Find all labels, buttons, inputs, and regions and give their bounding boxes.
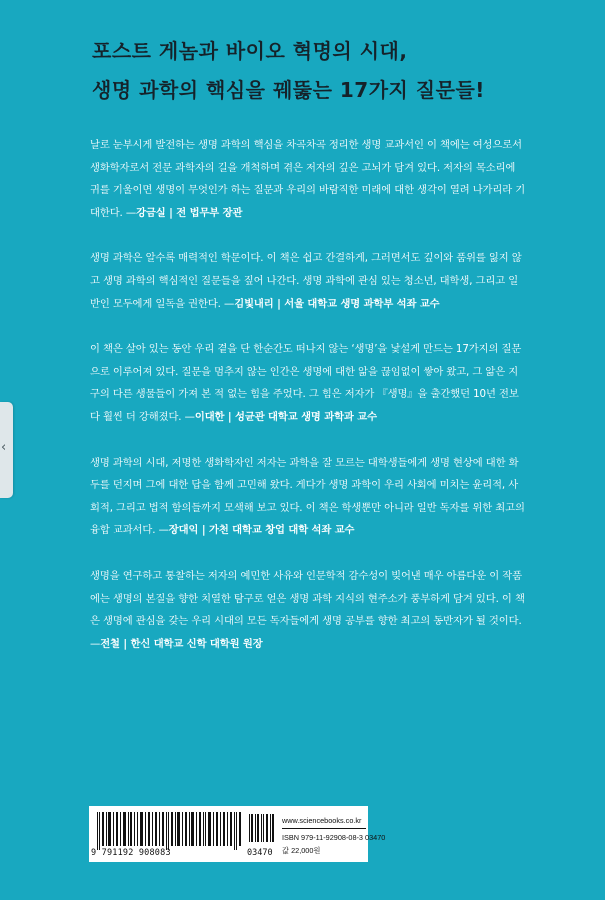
endorsement-signature: 김빛내리 | 서울 대학교 생명 과학부 석좌 교수 [234, 297, 440, 310]
endorsements [90, 134, 526, 678]
endorsement-text: 이 책은 살아 있는 동안 우리 곁을 단 한순간도 떠나지 않는 ‘생명’을 낯설게 만드는 17가지의 질문으로 이루어져 있다. 질문을 멈추지 않는 인간은 생명에 대한 앎을 끊임없이 쌓아 왔고, 그 앎은 지구의 다른 생물들이 가져 본 적 없는 힘을 주었다. 그 힘은 저자가 『생명』을 출간했던 10년 전보다 훨씬 더 강해졌다. — [90, 343, 522, 423]
book-price: 값 22,000원 [282, 846, 321, 855]
endorsement-text: 날로 눈부시게 발전하는 생명 과학의 핵심을 차곡차곡 정리한 생명 교과서인 이 책에는 여성으로서 생화학자로서 전문 과학자의 길을 개척하며 겪은 저자의 깊은 고뇌가 담겨 있다. 저자의 목소리에 귀를 기울이면 생명이 무엇인가 하는 질문과 우리의 바람직한 미래에 대한 생각이 열려 나가리라 기대한다. — [90, 139, 526, 219]
endorsement-3 [90, 338, 526, 428]
endorsement-text: 생명을 연구하고 통찰하는 저자의 예민한 사유와 인문학적 감수성이 빚어낸 매우 아름다운 이 작품에는 생명의 본질을 향한 치열한 탐구로 얻은 생명 과학 지식의 현주소가 풍부하게 담겨 있다. 이 책은 생명에 관심을 갖는 우리 시대의 모든 독자들에게 생명 공부를 향한 최고의 동반자가 될 것이다. — [90, 569, 525, 650]
publisher-info [282, 814, 386, 857]
barcode-bars [97, 812, 241, 850]
previous-page-tab[interactable] [0, 402, 13, 498]
endorsement-5 [90, 565, 526, 655]
barcode-panel [89, 806, 386, 862]
endorsement-4 [90, 452, 526, 542]
endorsement-text: 생명 과학은 알수록 매력적인 학문이다. 이 책은 쉽고 간결하게, 그러면서도 깊이와 품위를 잃지 않고 생명 과학의 핵심적인 질문들을 짚어 나간다. 생명 과학에 관심 있는 청소년, 대학생, 그리고 일반인 모두에게 일독을 권한다. — [90, 252, 522, 310]
headline-line-2: 생명 과학의 핵심을 꿰뚫는 17가지 질문들! [92, 78, 485, 102]
headline-line-1: 포스트 게놈과 바이오 혁명의 시대, [92, 39, 408, 63]
endorsement-1 [90, 134, 526, 224]
endorsement-signature: 전철 | 한신 대학교 신학 대학원 원장 [100, 637, 263, 650]
isbn-number: ISBN 979-11-92908-08-3 03470 [282, 833, 386, 842]
isbn-addon-barcode [249, 812, 275, 842]
endorsement-signature: 이대한 | 성균관 대학교 생명 과학과 교수 [194, 410, 377, 423]
isbn-barcode [95, 812, 243, 850]
endorsement-text: 생명 과학의 시대, 저명한 생화학자인 저자는 과학을 잘 모르는 대학생들에게 생명 현상에 대한 화두를 던지며 그에 대한 답을 함께 고민해 왔다. 게다가 생명 과학이 우리 사회에 미치는 윤리적, 사회적, 그리고 법적 함의들까지 모색해 보고 있다. 이 책은 학생뿐만 아니라 일반 독자를 위한 최고의 융합 교과서다. — [90, 456, 525, 537]
chevron-left-icon: ‹ [1, 440, 7, 455]
divider [282, 828, 366, 829]
endorsement-signature: 강금실 | 전 법무부 장관 [136, 206, 243, 219]
barcode-addon-digits: 03470 [247, 848, 273, 858]
barcode-main-digits: 9 791192 908083 [91, 848, 171, 858]
endorsement-2 [90, 247, 526, 315]
endorsement-signature: 장대익 | 가천 대학교 창업 대학 석좌 교수 [168, 524, 355, 537]
publisher-website: www.sciencebooks.co.kr [282, 816, 362, 825]
back-cover-headline [92, 32, 572, 110]
